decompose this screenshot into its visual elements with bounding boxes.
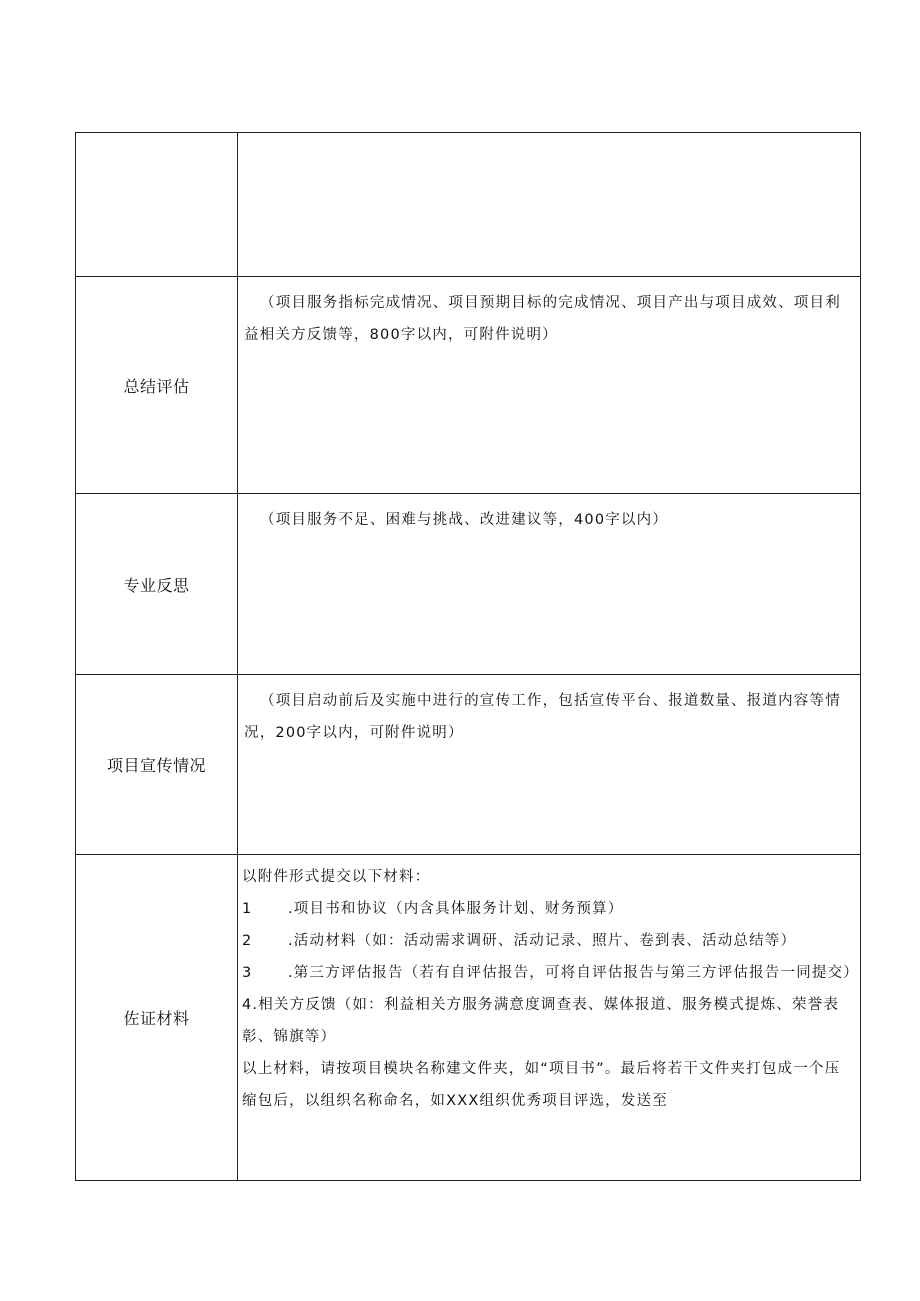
publicity-hint: （项目启动前后及实施中进行的宣传工作，包括宣传平台、报道数量、报道内容等情况，200字以内，可附件说明） xyxy=(244,693,841,741)
publicity-field[interactable] xyxy=(238,675,861,855)
evaluation-form-table xyxy=(75,132,861,1181)
list-item xyxy=(242,893,856,925)
summary-evaluation-field[interactable] xyxy=(238,277,861,494)
list-item-feedback: 4.相关方反馈（如：利益相关方服务满意度调查表、媒体报道、服务模式提炼、荣誉表彰、锦旗等） xyxy=(242,997,840,1045)
form-row-professional-reflection xyxy=(76,494,861,675)
list-item xyxy=(242,957,860,989)
form-row-blank xyxy=(76,133,861,277)
list-item-text: .活动材料（如：活动需求调研、活动记录、照片、卷到表、活动总结等） xyxy=(288,933,797,949)
row-label-professional-reflection: 专业反思 xyxy=(76,494,238,675)
materials-footer-note: 以上材料，请按项目模块名称建文件夹，如“项目书”。最后将若干文件夹打包成一个压缩包后，以组织名称命名，如XXX组织优秀项目评选，发送至 xyxy=(242,1061,841,1109)
list-item-text: .第三方评估报告（若有自评估报告，可将自评估报告与第三方评估报告一同提交） xyxy=(288,965,860,981)
form-row-supporting-materials xyxy=(76,855,861,1181)
materials-intro: 以附件形式提交以下材料： xyxy=(242,869,431,885)
row-label-blank xyxy=(76,133,238,277)
list-item-text: .项目书和协议（内含具体服务计划、财务预算） xyxy=(288,901,624,917)
row-label-publicity: 项目宣传情况 xyxy=(76,675,238,855)
list-item-number: 2 xyxy=(242,933,253,949)
supporting-materials-content xyxy=(238,855,861,1181)
professional-reflection-field[interactable] xyxy=(238,494,861,675)
summary-evaluation-hint: （项目服务指标完成情况、项目预期目标的完成情况、项目产出与项目成效、项目利益相关方反馈等，800字以内，可附件说明） xyxy=(244,295,841,343)
list-item-number: 3 xyxy=(242,965,253,981)
professional-reflection-hint: （项目服务不足、困难与挑战、改进建议等，400字以内） xyxy=(260,512,669,528)
row-label-summary-evaluation: 总结评估 xyxy=(76,277,238,494)
row-content-blank xyxy=(238,133,861,277)
row-label-supporting-materials: 佐证材料 xyxy=(76,855,238,1181)
form-row-publicity xyxy=(76,675,861,855)
list-item xyxy=(242,925,856,957)
form-row-summary-evaluation xyxy=(76,277,861,494)
list-item-number: 1 xyxy=(242,901,253,917)
